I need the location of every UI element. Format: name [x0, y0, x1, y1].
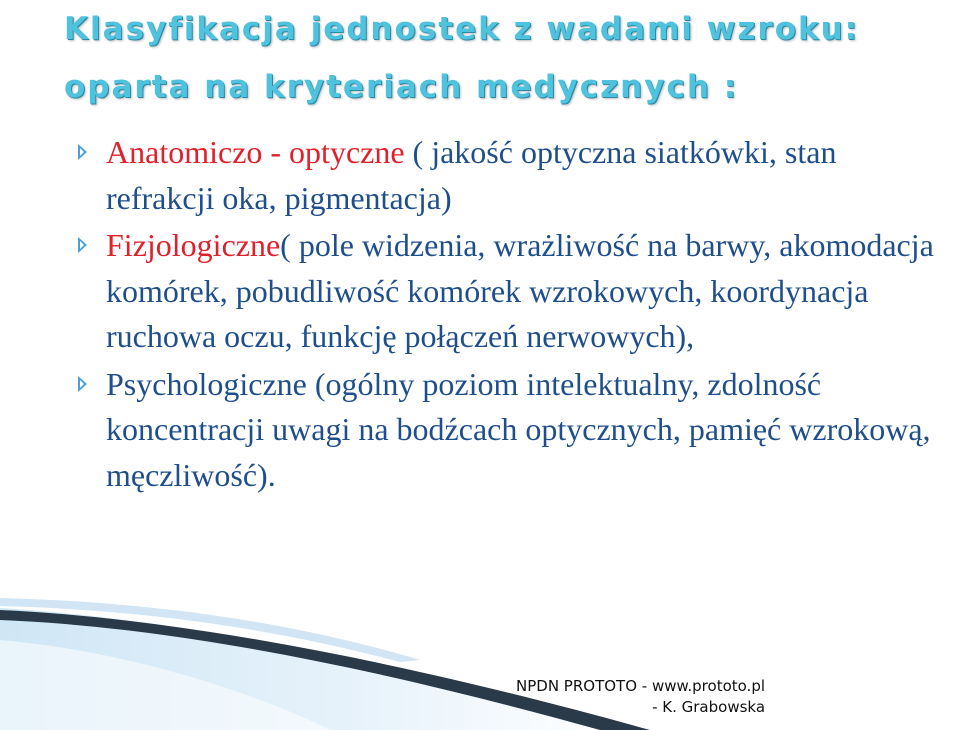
footer-credit — [516, 676, 765, 718]
slide-title-line-2: oparta na kryteriach medycznych : — [64, 69, 739, 105]
slide-title-line-1: Klasyfikacja jednostek z wadami wzroku: — [64, 11, 860, 47]
bullet-text: (ogólny poziom intelektualny, zdolność koncentracji uwagi na bodźcach optycznych, pamięć wzrokową, męczliwość). — [106, 365, 931, 493]
triangle-bullet-icon — [78, 237, 87, 253]
slide-title — [64, 0, 944, 116]
bullet-lead: Anatomiczo - optyczne — [106, 134, 405, 170]
triangle-bullet-icon — [78, 376, 87, 392]
bullet-lead: Psychologiczne — [106, 365, 307, 402]
bullet-item-psychological — [78, 362, 938, 499]
bullet-text: ( pole widzenia, wrażliwość na barwy, akomodacja komórek, pobudliwość komórek wzrokowych, koordynacja ruchowa oczu, funkcję połączeń nerwowych), — [106, 227, 934, 354]
bullet-lead: Fizjologiczne — [106, 227, 281, 263]
bullet-item-anatomical — [78, 130, 938, 221]
bullet-text: ( jakość optyczna siatkówki, stan refrakcji oka, pigmentacja) — [106, 134, 837, 216]
footer-line-2: - K. Grabowska — [652, 698, 766, 716]
footer-line-1: NPDN PROTOTO - www.prototo.pl — [516, 677, 766, 695]
bullet-list — [78, 130, 938, 498]
triangle-bullet-icon — [78, 144, 87, 160]
decorative-wave-graphic — [0, 580, 959, 730]
bullet-item-physiological — [78, 223, 938, 360]
